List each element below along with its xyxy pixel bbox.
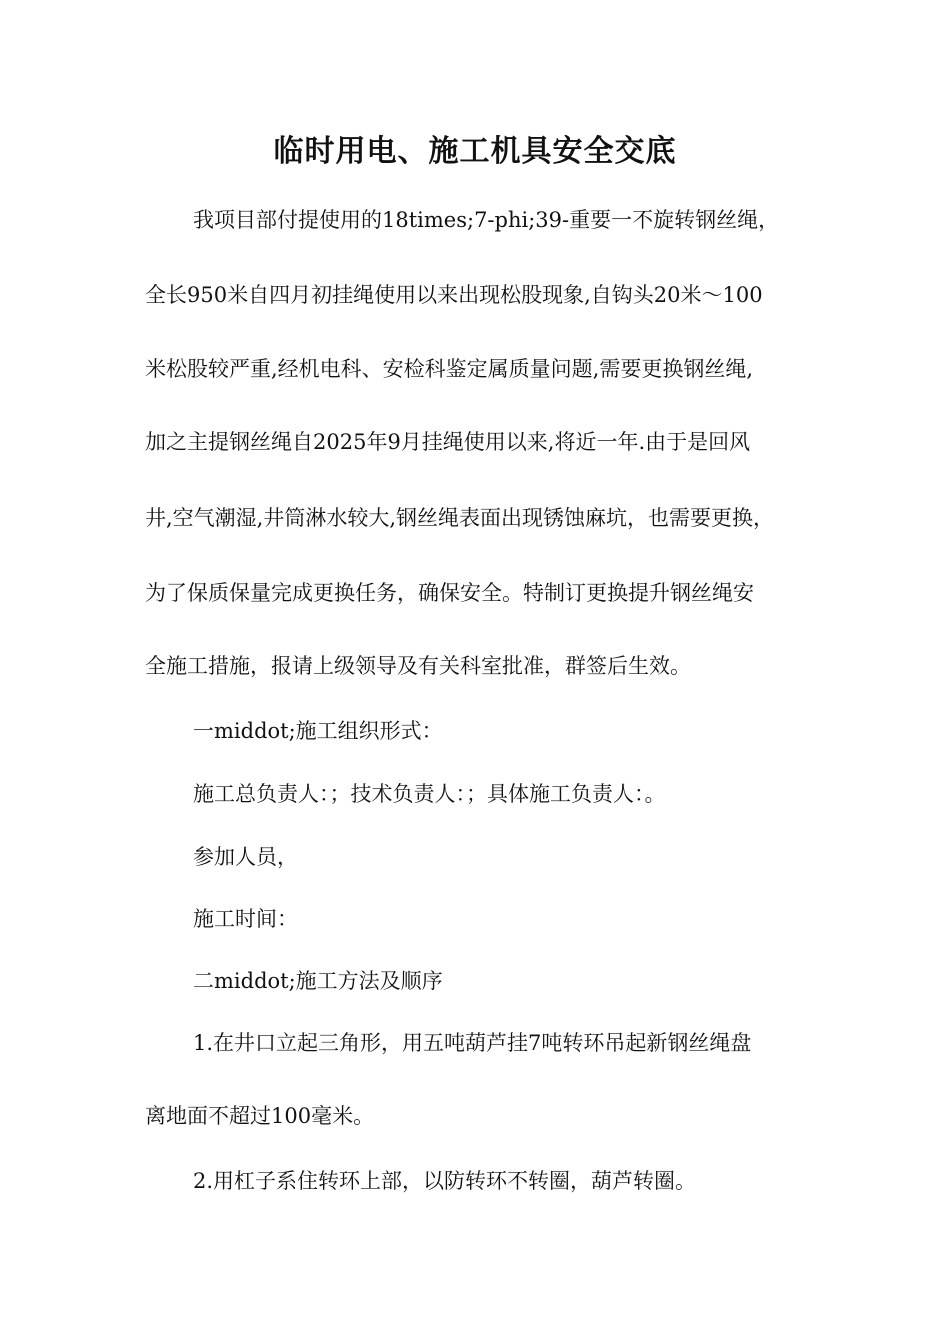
section-heading: 一middot;施工组织形式： <box>193 719 443 743</box>
paragraph-line: 米松股较严重,经机电科、安检科鉴定属质量问题,需要更换钢丝绳, <box>145 357 754 381</box>
paragraph-line: 我项目部付提使用的18times;7-phi;39-重要一不旋转钢丝绳， <box>193 208 780 232</box>
paragraph-line: 为了保质保量完成更换任务，确保安全。特制订更换提升钢丝绳安 <box>145 581 754 605</box>
paragraph-line: 全施工措施，报请上级领导及有关科室批准，群签后生效。 <box>145 654 691 678</box>
paragraph-line: 离地面不超过100毫米。 <box>145 1104 375 1128</box>
section-heading: 二middot;施工方法及顺序 <box>193 969 443 993</box>
paragraph-line: 井,空气潮湿,井筒淋水较大,钢丝绳表面出现锈蚀麻坑，也需要更换， <box>145 506 775 530</box>
paragraph-line: 参加人员， <box>193 845 298 869</box>
paragraph-line: 施工总负责人：；技术负责人：；具体施工负责人：。 <box>193 782 666 806</box>
paragraph-line: 加之主提钢丝绳自2025年9月挂绳使用以来,将近一年.由于是回风 <box>145 430 751 454</box>
document-title: 临时用电、施工机具安全交底 <box>273 134 677 169</box>
paragraph-line: 1.在井口立起三角形，用五吨葫芦挂7吨转环吊起新钢丝绳盘 <box>193 1031 752 1055</box>
paragraph-line: 2.用杠子系住转环上部，以防转环不转圈，葫芦转圈。 <box>193 1169 697 1193</box>
paragraph-line: 施工时间： <box>193 907 298 931</box>
paragraph-line: 全长950米自四月初挂绳使用以来出现松股现象,自钩头20米～100 <box>145 283 763 307</box>
